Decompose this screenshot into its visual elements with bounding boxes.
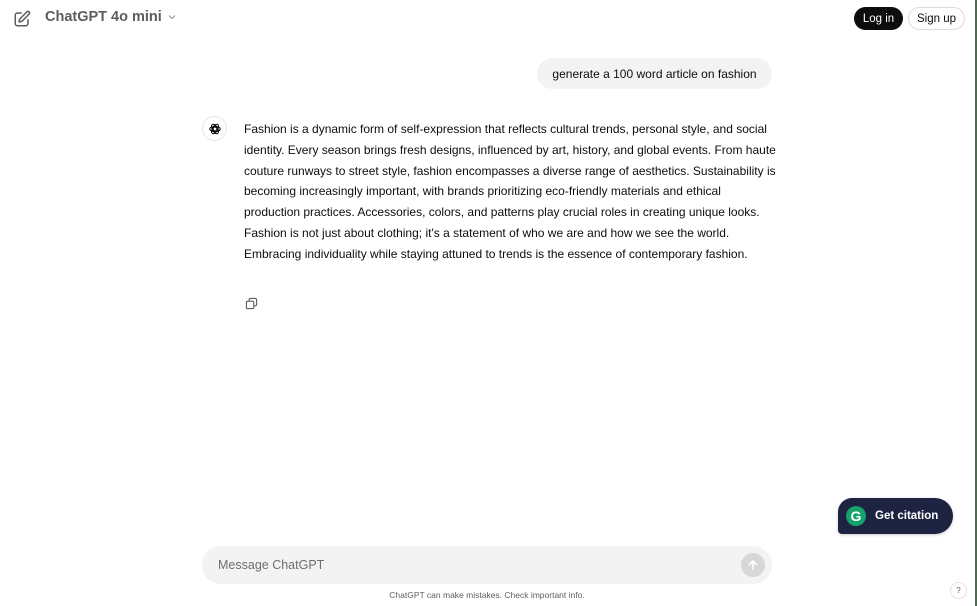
- get-citation-button[interactable]: [838, 498, 953, 534]
- assistant-message: Fashion is a dynamic form of self-expression that reflects cultural trends, personal style, and social identity. Every season brings fresh designs, influenced by art, history, and global events. From haute couture runways to street style, fashion encompasses a diverse range of aesthetics. Sustainability is becoming increasingly important, with brands prioritizing eco-friendly materials and ethical production practices. Accessories, colors, and patterns play crucial roles in creating unique looks. Fashion is not just about clothing; it's a statement of who we are and how we see the world. Embracing individuality while staying attuned to trends is the essence of contemporary fashion.: [244, 122, 776, 261]
- login-button[interactable]: Log in: [854, 7, 903, 30]
- openai-logo-icon: [208, 122, 222, 136]
- arrow-up-icon: [747, 559, 759, 571]
- copy-icon[interactable]: [245, 297, 258, 310]
- message-composer: [202, 546, 772, 584]
- send-button[interactable]: [741, 553, 765, 577]
- signup-button[interactable]: Sign up: [908, 7, 965, 30]
- chevron-down-icon: [167, 12, 177, 22]
- help-button[interactable]: ?: [950, 582, 967, 599]
- user-message-text: generate a 100 word article on fashion: [552, 66, 757, 81]
- grammarly-logo-icon: G: [846, 506, 866, 526]
- top-bar: [0, 0, 977, 38]
- message-input[interactable]: [218, 546, 718, 584]
- disclaimer-text: ChatGPT can make mistakes. Check important info.: [389, 590, 585, 600]
- new-chat-icon[interactable]: [13, 10, 31, 28]
- model-selector[interactable]: [45, 9, 177, 25]
- get-citation-label: Get citation: [875, 510, 939, 522]
- assistant-avatar: [202, 116, 227, 141]
- user-message: [537, 58, 772, 89]
- model-name: ChatGPT 4o mini: [45, 9, 162, 25]
